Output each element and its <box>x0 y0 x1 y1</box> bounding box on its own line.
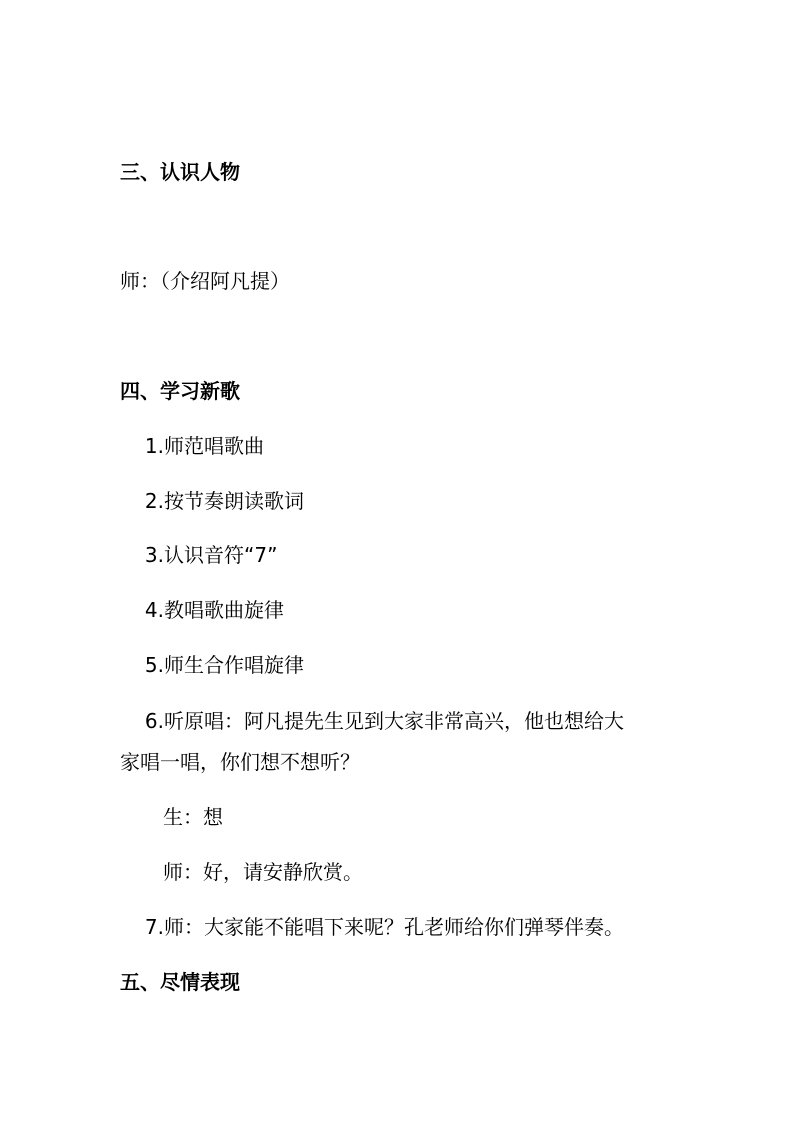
list-item-text: 听原唱：阿凡提先生见到大家非常高兴，他也想给大 <box>164 709 624 733</box>
list-item-text: 教唱歌曲旋律 <box>164 598 284 622</box>
list-item-continuation: 家唱一唱，你们想不想听？ <box>120 750 360 774</box>
list-item-number: 3. <box>144 543 164 567</box>
list-item-text: 师生合作唱旋律 <box>164 653 304 677</box>
list-item-number: 6. <box>144 709 164 733</box>
teacher-line-intro: 师：（介绍阿凡提） <box>120 269 290 293</box>
list-item <box>120 651 680 679</box>
teacher-reply: 师：好，请安静欣赏。 <box>163 860 363 884</box>
list-item <box>120 541 680 569</box>
list-item-number: 2. <box>144 489 164 513</box>
list-item <box>120 596 680 624</box>
section-heading-5: 五、尽情表现 <box>120 970 240 994</box>
list-item-text: 认识音符“7” <box>164 543 278 567</box>
list-item-number: 4. <box>144 598 164 622</box>
list-item <box>120 432 680 460</box>
list-item-text: 师范唱歌曲 <box>164 434 264 458</box>
list-item-text: 按节奏朗读歌词 <box>164 489 304 513</box>
list-item-number: 1. <box>144 434 164 458</box>
list-item <box>120 913 680 941</box>
list-item <box>120 487 680 515</box>
list-item-number: 7. <box>144 915 164 939</box>
section-heading-4: 四、学习新歌 <box>120 379 240 403</box>
list-item-number: 5. <box>144 653 164 677</box>
student-reply: 生：想 <box>163 805 223 829</box>
section-heading-3: 三、认识人物 <box>120 160 240 184</box>
list-item-text: 师：大家能不能唱下来呢？孔老师给你们弹琴伴奏。 <box>164 915 624 939</box>
list-item <box>120 707 680 735</box>
